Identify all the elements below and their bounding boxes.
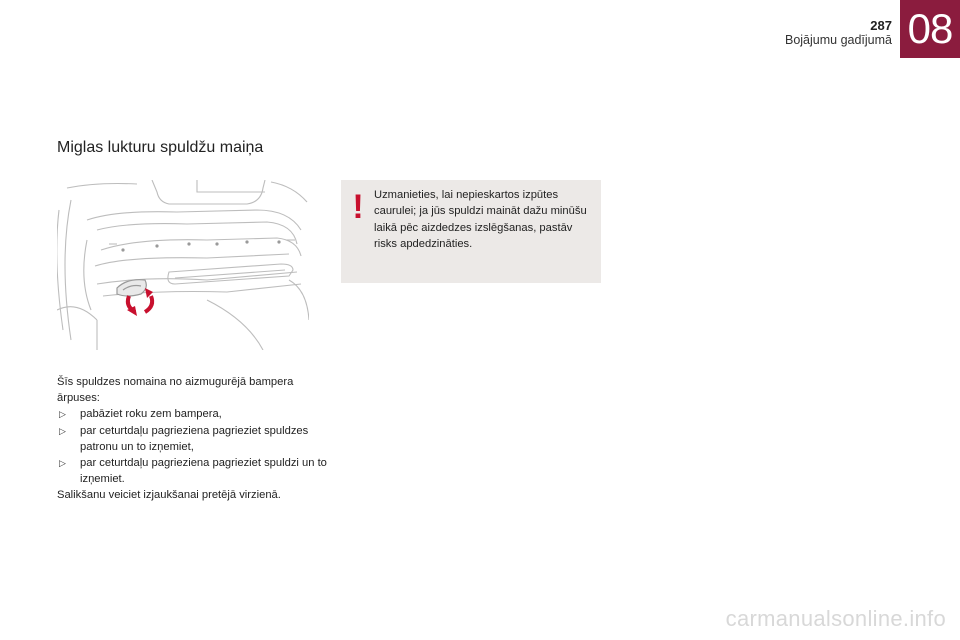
page-number: 287 (870, 18, 892, 33)
watermark: carmanualsonline.info (725, 606, 946, 631)
warning-exclamation-icon: ! (352, 188, 364, 226)
instructions (57, 374, 327, 504)
step-text: pabāziet roku zem bampera, (80, 408, 222, 421)
list-item (57, 406, 327, 422)
chapter-name: Bojājumu gadījumā (784, 33, 892, 47)
warning-box (341, 180, 601, 283)
warning-text: Uzmanieties, lai nepieskartos izpūtes caurulei; ja jūs spuldzi maināt dažu minūšu laikā pēc aizdedzes izslēgšanas, pastāv risks apdedzināties. (374, 189, 587, 251)
step-text: par ceturtdaļu pagrieziena pagrieziet spuldzes patronu un to izņemiet, (80, 424, 309, 453)
section-title: Miglas lukturu spuldžu maiņa (57, 139, 264, 156)
instructions-outro: Salikšanu veiciet izjaukšanai pretējā virzienā. (57, 489, 281, 502)
arrow-bullet-icon: ▷ (59, 425, 66, 436)
car-rear-drawing (57, 180, 309, 350)
list-item (57, 423, 327, 455)
arrow-bullet-icon: ▷ (59, 458, 66, 469)
rear-bumper-illustration (57, 180, 309, 350)
arrow-bullet-icon: ▷ (59, 409, 66, 420)
step-text: par ceturtdaļu pagrieziena pagrieziet spuldzi un to izņemiet. (80, 457, 327, 486)
chapter-tab: 08 (900, 0, 960, 58)
instructions-intro: Šīs spuldzes nomaina no aizmugurējā bampera ārpuses: (57, 376, 294, 405)
list-item (57, 455, 327, 487)
